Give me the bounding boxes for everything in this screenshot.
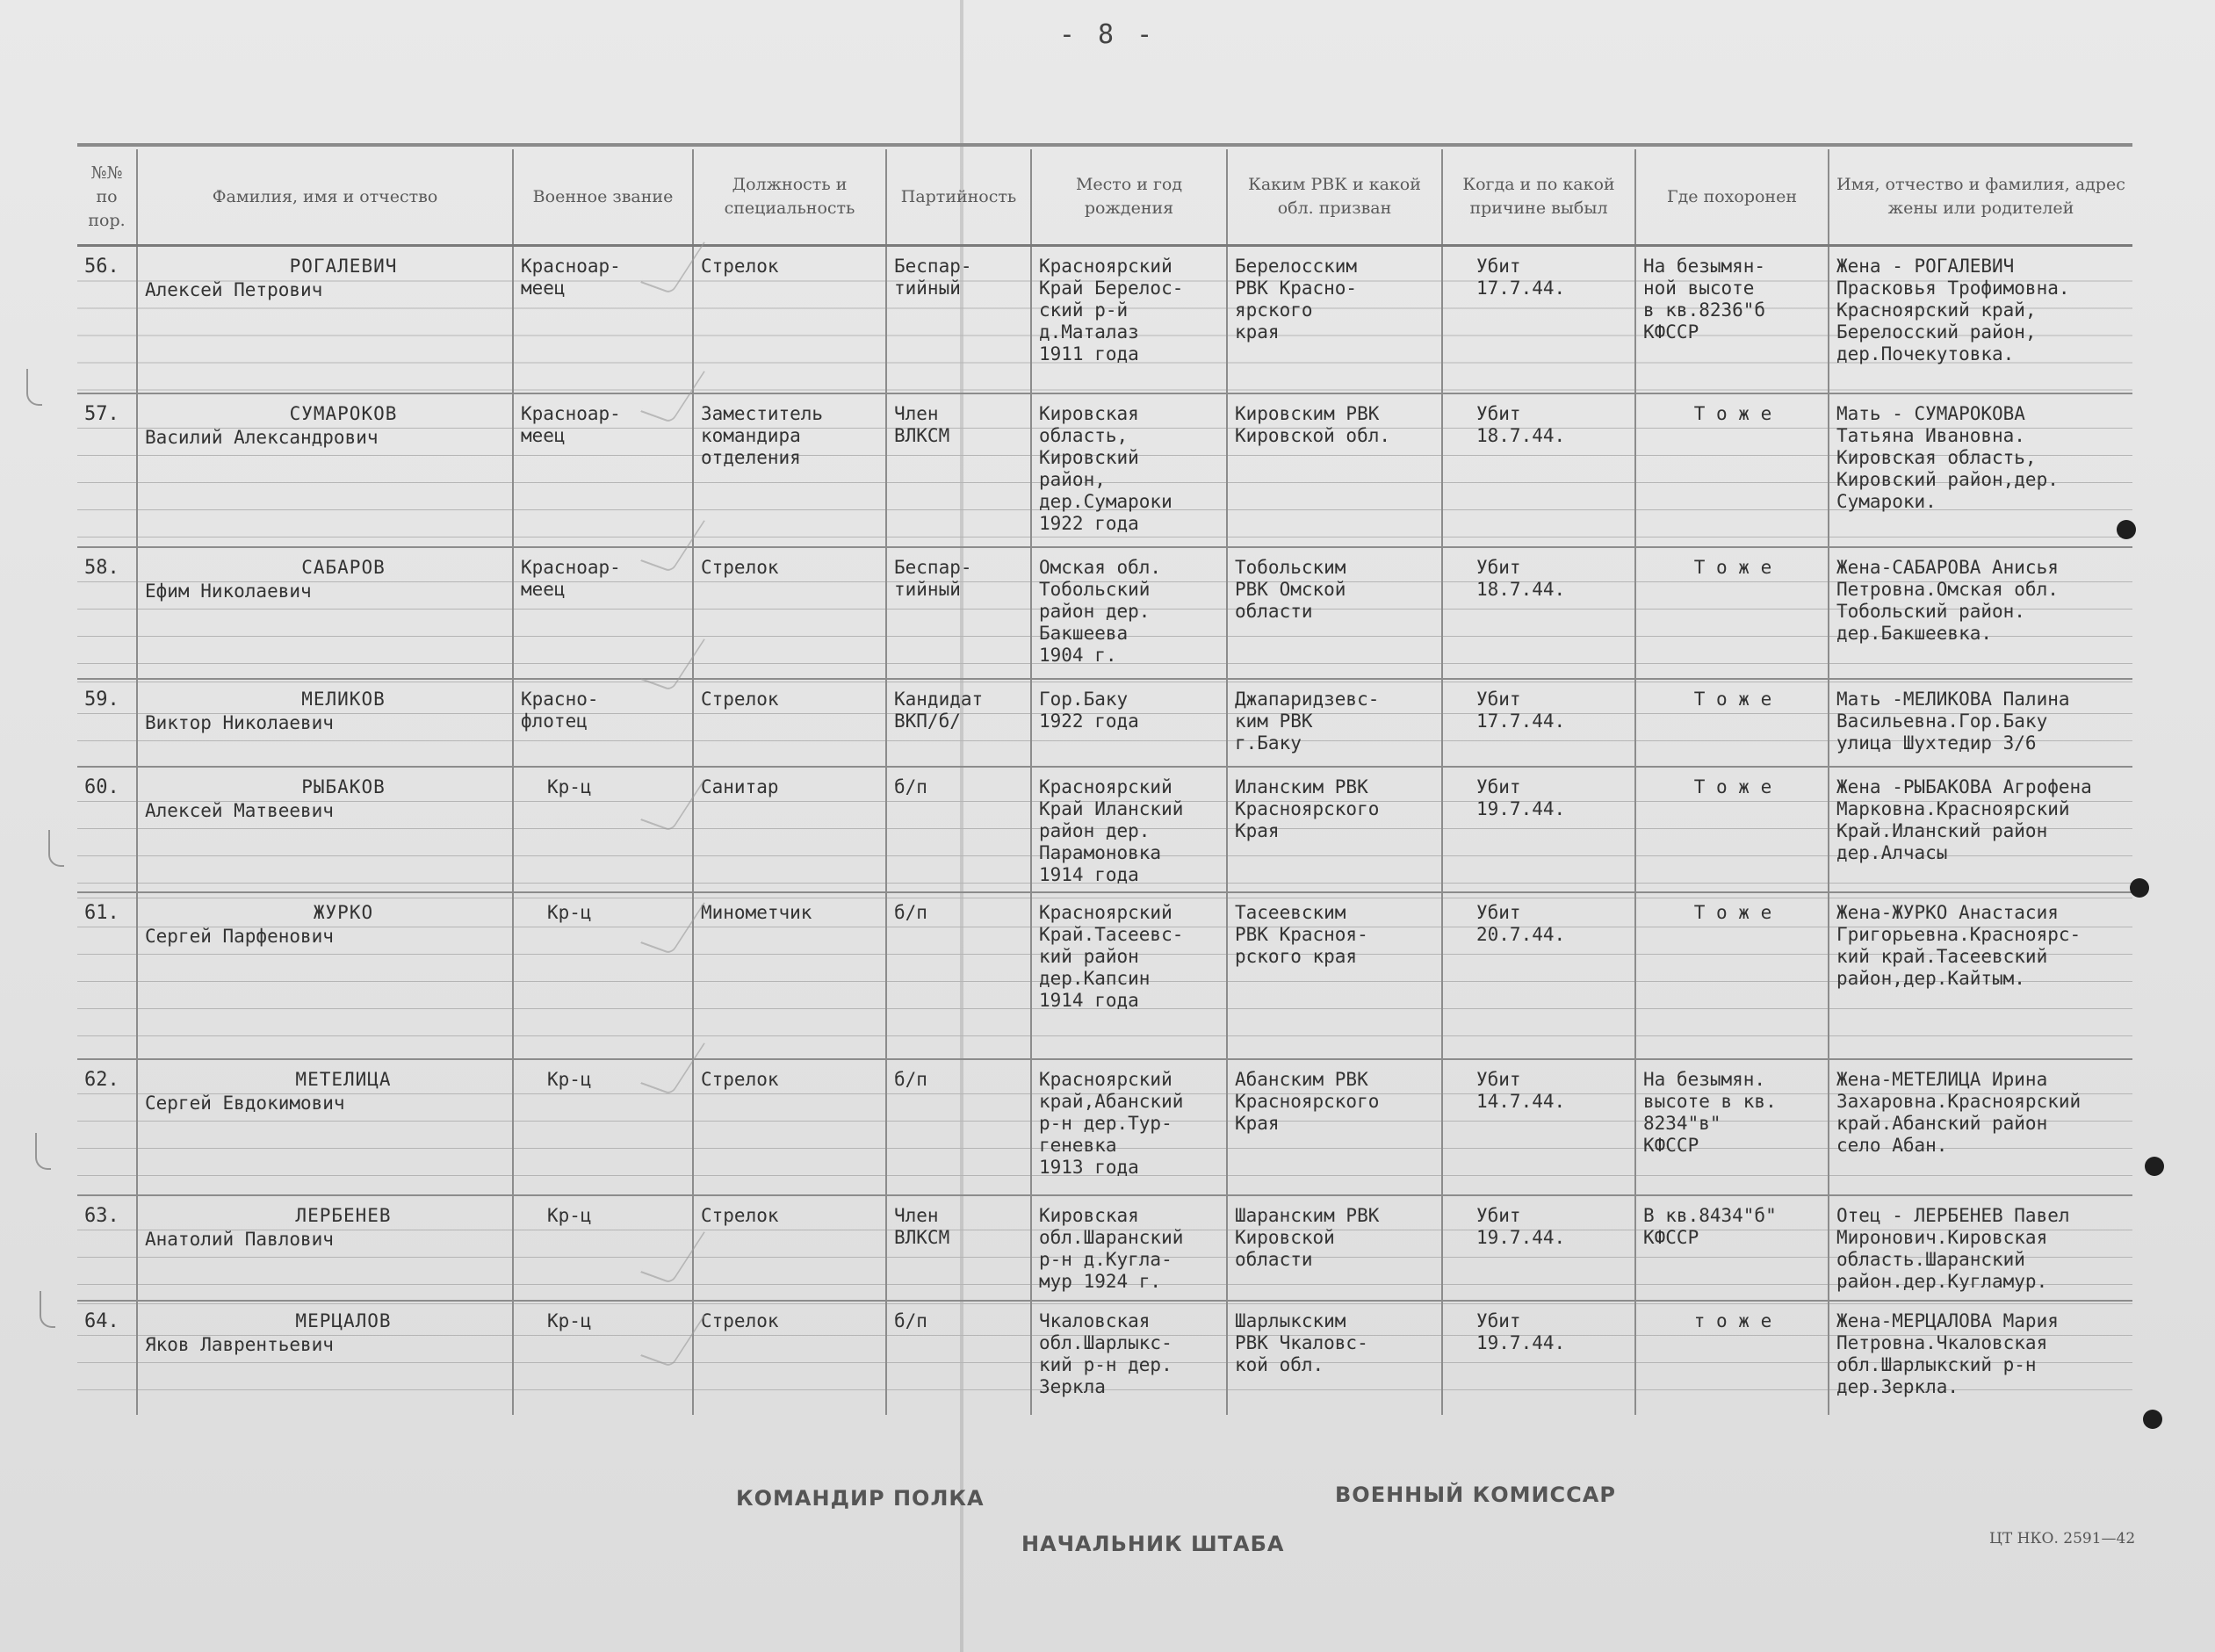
burial-place-cell — [1635, 547, 1829, 679]
conscription-office: Джапаридзевс- ким РВК г.Баку — [1235, 688, 1380, 754]
relatives-address-cell — [1829, 767, 2132, 892]
casualty-register-table — [77, 149, 2132, 1415]
col-header-name: Фамилия, имя и отчество — [137, 149, 513, 246]
punch-hole — [2145, 1157, 2164, 1176]
col-header-rvk: Каким РВК и какой обл. призван — [1227, 149, 1442, 246]
position: Заместитель командира отделения — [701, 402, 824, 468]
burial-place: т о ж е — [1693, 1309, 1772, 1331]
table-row — [77, 1195, 2132, 1301]
birth-place-year: Кировская область, Кировский район, дер.Сумароки 1922 года — [1039, 402, 1172, 534]
header-row — [77, 149, 2132, 246]
full-name-cell — [137, 547, 513, 679]
margin-mark — [40, 1291, 55, 1328]
party-status-cell — [886, 547, 1031, 679]
full-name — [138, 247, 512, 307]
relatives-address: Мать -МЕЛИКОВА Палина Васильевна.Гор.Баку улица Шухтедир 3/6 — [1836, 688, 2070, 754]
birth-place-year-cell — [1031, 892, 1227, 1059]
page-number: - 8 - — [1058, 19, 1157, 50]
birth-place-year-cell — [1031, 1059, 1227, 1195]
full-name — [138, 1302, 512, 1361]
full-name — [138, 893, 512, 953]
row-number-cell — [77, 393, 137, 547]
form-code: ЦТ НКО. 2591—42 — [1989, 1530, 2136, 1547]
date-and-cause: Убит 20.7.44. — [1476, 901, 1566, 945]
col-header-birth: Место и год рождения — [1031, 149, 1227, 246]
surname: МЕЛИКОВ — [301, 688, 386, 710]
burial-place: Т о ж е — [1693, 402, 1772, 424]
relatives-address: Жена-МЕРЦАЛОВА Мария Петровна.Чкаловская обл.Шарлыкский р-н дер.Зеркла. — [1836, 1309, 2059, 1397]
conscription-office: Шаранским РВК Кировской области — [1235, 1204, 1380, 1270]
relatives-address-cell — [1829, 547, 2132, 679]
position-cell — [693, 1195, 886, 1301]
birth-place-year-cell — [1031, 767, 1227, 892]
given-names: Яков Лаврентьевич — [145, 1333, 334, 1355]
birth-place-year-cell — [1031, 679, 1227, 767]
date-and-cause-cell — [1442, 1195, 1635, 1301]
burial-place: Т о ж е — [1693, 688, 1772, 710]
burial-place: На безымян- ной высоте в кв.8236"б КФССР — [1643, 256, 1766, 343]
burial-place-cell — [1635, 1301, 1829, 1415]
relatives-address: Отец - ЛЕРБЕНЕВ Павел Миронович.Кировская область.Шаранский район.дер.Кугламур. — [1836, 1204, 2070, 1292]
party-status: Кандидат ВКП/б/ — [894, 688, 984, 732]
conscription-office-cell — [1227, 1059, 1442, 1195]
military-rank: Кр-ц — [547, 776, 592, 797]
given-names: Сергей Евдокимович — [145, 1092, 345, 1114]
row-number: 56. — [84, 256, 119, 278]
military-rank-cell — [513, 679, 693, 767]
row-number: 64. — [84, 1309, 119, 1332]
conscription-office-cell — [1227, 547, 1442, 679]
surname: САБАРОВ — [301, 556, 386, 578]
birth-place-year-cell — [1031, 1301, 1227, 1415]
position-cell — [693, 393, 886, 547]
party-status-cell — [886, 1059, 1031, 1195]
conscription-office: Иланским РВК Красноярского Края — [1235, 776, 1380, 841]
relatives-address: Жена-МЕТЕЛИЦА Ирина Захаровна.Красноярский край.Абанский район село Абан. — [1836, 1068, 2082, 1156]
military-rank: Красноар- меец — [521, 256, 621, 299]
military-rank: Красно- флотец — [521, 688, 599, 732]
party-status: б/п — [894, 901, 927, 923]
full-name — [138, 1060, 512, 1120]
relatives-address: Жена-ЖУРКО Анастасия Григорьевна.Красноярс- кий край.Тасеевский район,дер.Кайтым. — [1836, 901, 2082, 989]
col-header-left: Когда и по какой причине выбыл — [1442, 149, 1635, 246]
relatives-address: Жена - РОГАЛЕВИЧ Прасковья Трофимовна. Красноярский край, Берелосский район, дер.Почекутовка. — [1836, 256, 2070, 364]
date-and-cause-cell — [1442, 246, 1635, 393]
conscription-office: Берелосским РВК Красно- ярского края — [1235, 256, 1358, 343]
col-header-rank: Военное звание — [513, 149, 693, 246]
position: Стрелок — [701, 1068, 779, 1090]
position-cell — [693, 547, 886, 679]
table-row — [77, 1301, 2132, 1415]
party-status: Беспар- тийный — [894, 256, 972, 299]
given-names: Ефим Николаевич — [145, 580, 312, 602]
relatives-address-cell — [1829, 892, 2132, 1059]
row-number: 59. — [84, 688, 119, 711]
date-and-cause-cell — [1442, 1059, 1635, 1195]
given-names: Алексей Петрович — [145, 279, 323, 300]
military-rank: Кр-ц — [547, 1068, 592, 1090]
birth-place-year-cell — [1031, 393, 1227, 547]
conscription-office: Тобольским РВК Омской области — [1235, 556, 1346, 622]
margin-mark — [35, 1133, 51, 1170]
party-status: б/п — [894, 1068, 927, 1090]
birth-place-year: Красноярский Край.Тасеевс- кий район дер.Капсин 1914 года — [1039, 901, 1184, 1011]
register-body — [77, 246, 2132, 1415]
row-number-cell — [77, 246, 137, 393]
full-name-cell — [137, 393, 513, 547]
full-name — [138, 394, 512, 454]
row-number-cell — [77, 679, 137, 767]
date-and-cause-cell — [1442, 892, 1635, 1059]
birth-place-year-cell — [1031, 547, 1227, 679]
relatives-address: Мать - СУМАРОКОВА Татьяна Ивановна. Кировская область, Кировский район,дер. Сумароки. — [1836, 402, 2059, 512]
burial-place: В кв.8434"б" КФССР — [1643, 1204, 1777, 1248]
conscription-office: Кировским РВК Кировской обл. — [1235, 402, 1391, 446]
military-rank: Кр-ц — [547, 901, 592, 923]
table-row — [77, 767, 2132, 892]
table-row — [77, 246, 2132, 393]
relatives-address-cell — [1829, 1195, 2132, 1301]
party-status-cell — [886, 393, 1031, 547]
birth-place-year: Чкаловская обл.Шарлыкс- кий р-н дер. Зеркла — [1039, 1309, 1172, 1397]
table-row — [77, 393, 2132, 547]
party-status-cell — [886, 1301, 1031, 1415]
burial-place: На безымян. высоте в кв. 8234"в" КФССР — [1643, 1068, 1777, 1156]
conscription-office-cell — [1227, 1301, 1442, 1415]
party-status: Беспар- тийный — [894, 556, 972, 600]
party-status-cell — [886, 246, 1031, 393]
relatives-address: Жена -РЫБАКОВА Агрофена Марковна.Красноярский Край.Иланский район дер.Алчасы — [1836, 776, 2092, 863]
party-status: б/п — [894, 1309, 927, 1331]
party-status: Член ВЛКСМ — [894, 402, 950, 446]
relatives-address-cell — [1829, 679, 2132, 767]
burial-place-cell — [1635, 892, 1829, 1059]
date-and-cause: Убит 19.7.44. — [1476, 776, 1566, 819]
table-top-rule — [77, 143, 2132, 147]
row-number: 57. — [84, 402, 119, 425]
burial-place-cell — [1635, 1195, 1829, 1301]
table-row — [77, 1059, 2132, 1195]
conscription-office-cell — [1227, 679, 1442, 767]
row-number-cell — [77, 767, 137, 892]
military-rank: Кр-ц — [547, 1204, 592, 1226]
position: Стрелок — [701, 556, 779, 578]
col-header-party: Партийность — [886, 149, 1031, 246]
date-and-cause: Убит 19.7.44. — [1476, 1204, 1566, 1248]
position: Стрелок — [701, 1309, 779, 1331]
conscription-office-cell — [1227, 767, 1442, 892]
birth-place-year: Омская обл. Тобольский район дер. Бакшеева 1904 г. — [1039, 556, 1162, 666]
row-number-cell — [77, 547, 137, 679]
punch-hole — [2117, 520, 2136, 539]
position-cell — [693, 1301, 886, 1415]
row-number: 63. — [84, 1204, 119, 1227]
party-status-cell — [886, 767, 1031, 892]
birth-place-year: Красноярский край,Абанский р-н дер.Тур- геневка 1913 года — [1039, 1068, 1184, 1178]
col-header-relatives: Имя, отчество и фамилия, адрес жены или родителей — [1829, 149, 2132, 246]
row-number-cell — [77, 892, 137, 1059]
relatives-address-cell — [1829, 246, 2132, 393]
birth-place-year: Гор.Баку 1922 года — [1039, 688, 1139, 732]
conscription-office-cell — [1227, 1195, 1442, 1301]
conscription-office-cell — [1227, 393, 1442, 547]
surname: ЖУРКО — [313, 901, 374, 923]
given-names: Сергей Парфенович — [145, 925, 334, 947]
date-and-cause: Убит 18.7.44. — [1476, 402, 1566, 446]
military-rank: Красноар- меец — [521, 556, 621, 600]
row-number: 61. — [84, 901, 119, 924]
surname: МЕРЦАЛОВ — [295, 1309, 392, 1331]
burial-place-cell — [1635, 393, 1829, 547]
date-and-cause: Убит 17.7.44. — [1476, 688, 1566, 732]
position: Стрелок — [701, 688, 779, 710]
military-rank: Кр-ц — [547, 1309, 592, 1331]
commissar-label: ВОЕННЫЙ КОМИССАР — [1335, 1482, 1616, 1507]
full-name-cell — [137, 1301, 513, 1415]
row-number: 62. — [84, 1068, 119, 1091]
row-number-cell — [77, 1195, 137, 1301]
full-name — [138, 768, 512, 827]
full-name-cell — [137, 1059, 513, 1195]
date-and-cause-cell — [1442, 547, 1635, 679]
position: Минометчик — [701, 901, 812, 923]
party-status: б/п — [894, 776, 927, 797]
surname: СУМАРОКОВ — [289, 402, 398, 424]
given-names: Анатолий Павлович — [145, 1228, 334, 1250]
military-rank: Красноар- меец — [521, 402, 621, 446]
birth-place-year: Красноярский Край Берелос- ский р-й д.Маталаз 1911 года — [1039, 256, 1184, 364]
burial-place-cell — [1635, 246, 1829, 393]
birth-place-year: Красноярский Край Иланский район дер. Парамоновка 1914 года — [1039, 776, 1184, 885]
col-header-position: Должность и специальность — [693, 149, 886, 246]
row-number-cell — [77, 1059, 137, 1195]
burial-place: Т о ж е — [1693, 901, 1772, 923]
conscription-office-cell — [1227, 892, 1442, 1059]
full-name-cell — [137, 1195, 513, 1301]
chief-of-staff-label: НАЧАЛЬНИК ШТАБА — [1021, 1532, 1285, 1556]
row-number: 60. — [84, 776, 119, 798]
date-and-cause: Убит 19.7.44. — [1476, 1309, 1566, 1353]
surname: ЛЕРБЕНЕВ — [295, 1204, 392, 1226]
date-and-cause-cell — [1442, 393, 1635, 547]
position: Санитар — [701, 776, 779, 797]
position-cell — [693, 246, 886, 393]
party-status: Член ВЛКСМ — [894, 1204, 950, 1248]
position-cell — [693, 1059, 886, 1195]
party-status-cell — [886, 1195, 1031, 1301]
commander-label: КОМАНДИР ПОЛКА — [736, 1486, 985, 1511]
surname: РОГАЛЕВИЧ — [289, 256, 398, 277]
party-status-cell — [886, 679, 1031, 767]
given-names: Виктор Николаевич — [145, 711, 334, 733]
birth-place-year-cell — [1031, 1195, 1227, 1301]
burial-place: Т о ж е — [1693, 556, 1772, 578]
full-name — [138, 1196, 512, 1256]
date-and-cause: Убит 17.7.44. — [1476, 256, 1566, 299]
punch-hole — [2143, 1410, 2162, 1429]
conscription-office: Шарлыкским РВК Чкаловс- кой обл. — [1235, 1309, 1368, 1375]
relatives-address: Жена-САБАРОВА Анисья Петровна.Омская обл. Тобольский район. дер.Бакшеевка. — [1836, 556, 2059, 644]
party-status-cell — [886, 892, 1031, 1059]
conscription-office: Абанским РВК Красноярского Края — [1235, 1068, 1380, 1134]
position: Стрелок — [701, 256, 779, 277]
col-header-number: №№ по пор. — [77, 149, 137, 246]
position: Стрелок — [701, 1204, 779, 1226]
col-header-buried: Где похоронен — [1635, 149, 1829, 246]
date-and-cause-cell — [1442, 679, 1635, 767]
position-cell — [693, 679, 886, 767]
position-cell — [693, 767, 886, 892]
full-name-cell — [137, 679, 513, 767]
row-number: 58. — [84, 556, 119, 579]
full-name-cell — [137, 246, 513, 393]
table-row — [77, 892, 2132, 1059]
table-row — [77, 547, 2132, 679]
date-and-cause: Убит 14.7.44. — [1476, 1068, 1566, 1112]
full-name — [138, 548, 512, 608]
birth-place-year-cell — [1031, 246, 1227, 393]
date-and-cause-cell — [1442, 1301, 1635, 1415]
full-name-cell — [137, 892, 513, 1059]
row-number-cell — [77, 1301, 137, 1415]
given-names: Василий Александрович — [145, 426, 379, 448]
surname: МЕТЕЛИЦА — [295, 1068, 392, 1090]
date-and-cause: Убит 18.7.44. — [1476, 556, 1566, 600]
relatives-address-cell — [1829, 1301, 2132, 1415]
conscription-office: Тасеевским РВК Красноя- рского края — [1235, 901, 1368, 967]
burial-place-cell — [1635, 679, 1829, 767]
relatives-address-cell — [1829, 393, 2132, 547]
table-row — [77, 679, 2132, 767]
relatives-address-cell — [1829, 1059, 2132, 1195]
date-and-cause-cell — [1442, 767, 1635, 892]
margin-mark — [48, 830, 64, 867]
full-name-cell — [137, 767, 513, 892]
birth-place-year: Кировская обл.Шаранский р-н д.Кугла- мур 1924 г. — [1039, 1204, 1184, 1292]
position-cell — [693, 892, 886, 1059]
punch-hole — [2130, 878, 2149, 898]
surname: РЫБАКОВ — [301, 776, 386, 797]
margin-mark — [26, 369, 42, 406]
given-names: Алексей Матвеевич — [145, 799, 334, 821]
burial-place-cell — [1635, 767, 1829, 892]
burial-place-cell — [1635, 1059, 1829, 1195]
full-name — [138, 680, 512, 739]
burial-place: Т о ж е — [1693, 776, 1772, 797]
conscription-office-cell — [1227, 246, 1442, 393]
